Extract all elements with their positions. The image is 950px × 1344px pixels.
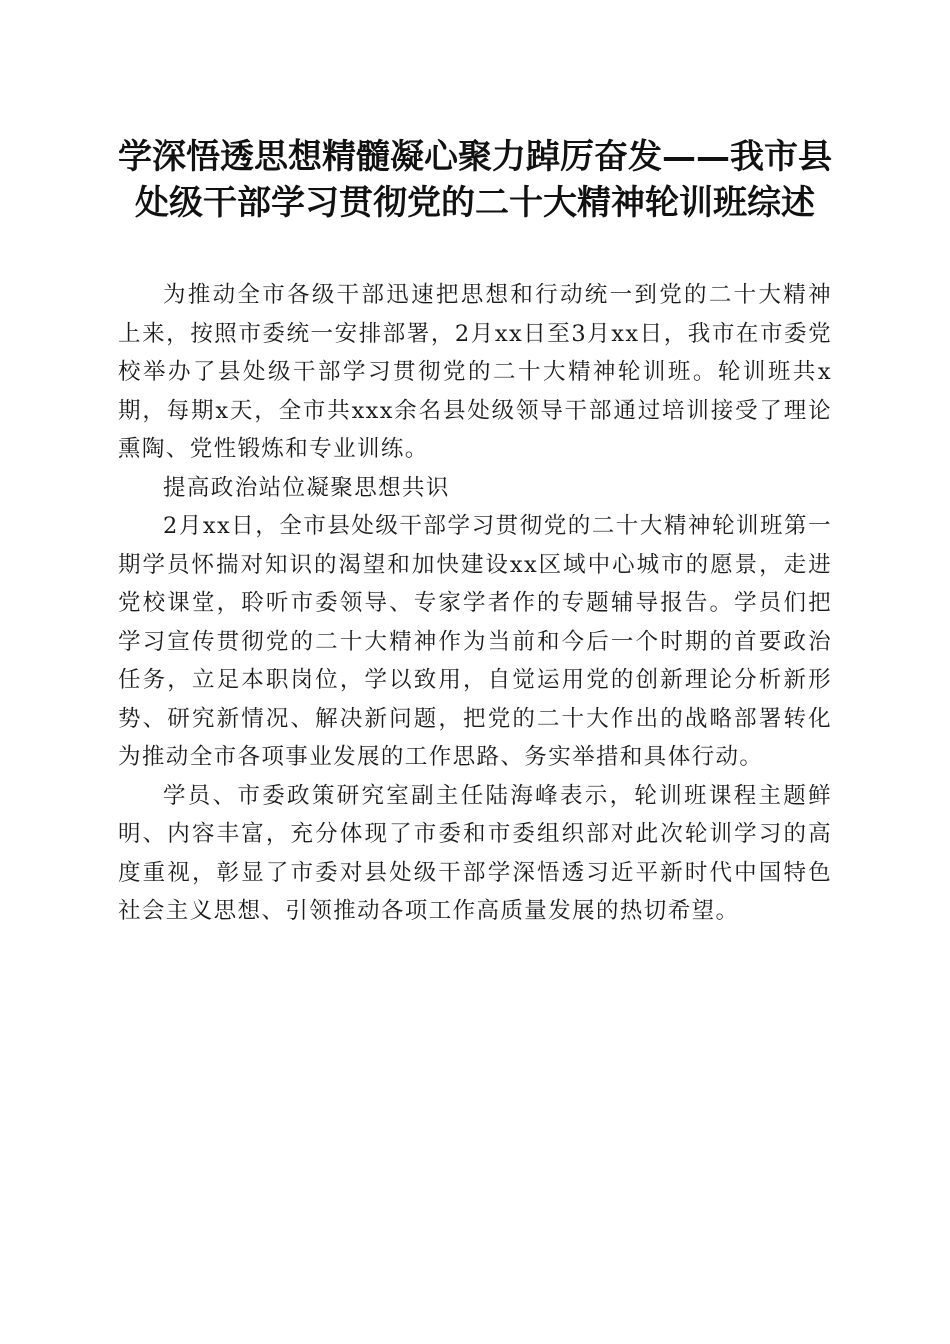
body-paragraph: 2月xx日，全市县处级干部学习贯彻党的二十大精神轮训班第一期学员怀揣对知识的渴望和加快建设xx区域中心城市的愿景，走进党校课堂，聆听市委领导、专家学者作的专题辅导报告。学员们把学习宣传贯彻党的二十大精神作为当前和今后一个时期的首要政治任务，立足本职岗位，学以致用，自觉运用党的创新理论分析新形势、研究新情况、解决新问题，把党的二十大作出的战略部署转化为推动全市各项事业发展的工作思路、务实举措和具体行动。 (118, 513, 832, 770)
quote-paragraph: 学员、市委政策研究室副主任陆海峰表示，轮训班课程主题鲜明、内容丰富，充分体现了市委和市委组织部对此次轮训学习的高度重视，彰显了市委对县处级干部学深悟透习近平新时代中国特色社会主义思想、引领推动各项工作高质量发展的热切希望。 (118, 782, 832, 924)
document-title: 学深悟透思想精髓凝心聚力踔厉奋发——我市县处级干部学习贯彻党的二十大精神轮训班综述 (118, 137, 832, 223)
intro-paragraph: 为推动全市各级干部迅速把思想和行动统一到党的二十大精神上来，按照市委统一安排部署，2月xx日至3月xx日，我市在市委党校举办了县处级干部学习贯彻党的二十大精神轮训班。轮训班共x期，每期x天，全市共xxx余名县处级领导干部通过培训接受了理论熏陶、党性锻炼和专业训练。 (118, 282, 832, 462)
document-page (118, 134, 832, 931)
section-heading: 提高政治站位凝聚思想共识 (163, 474, 450, 501)
